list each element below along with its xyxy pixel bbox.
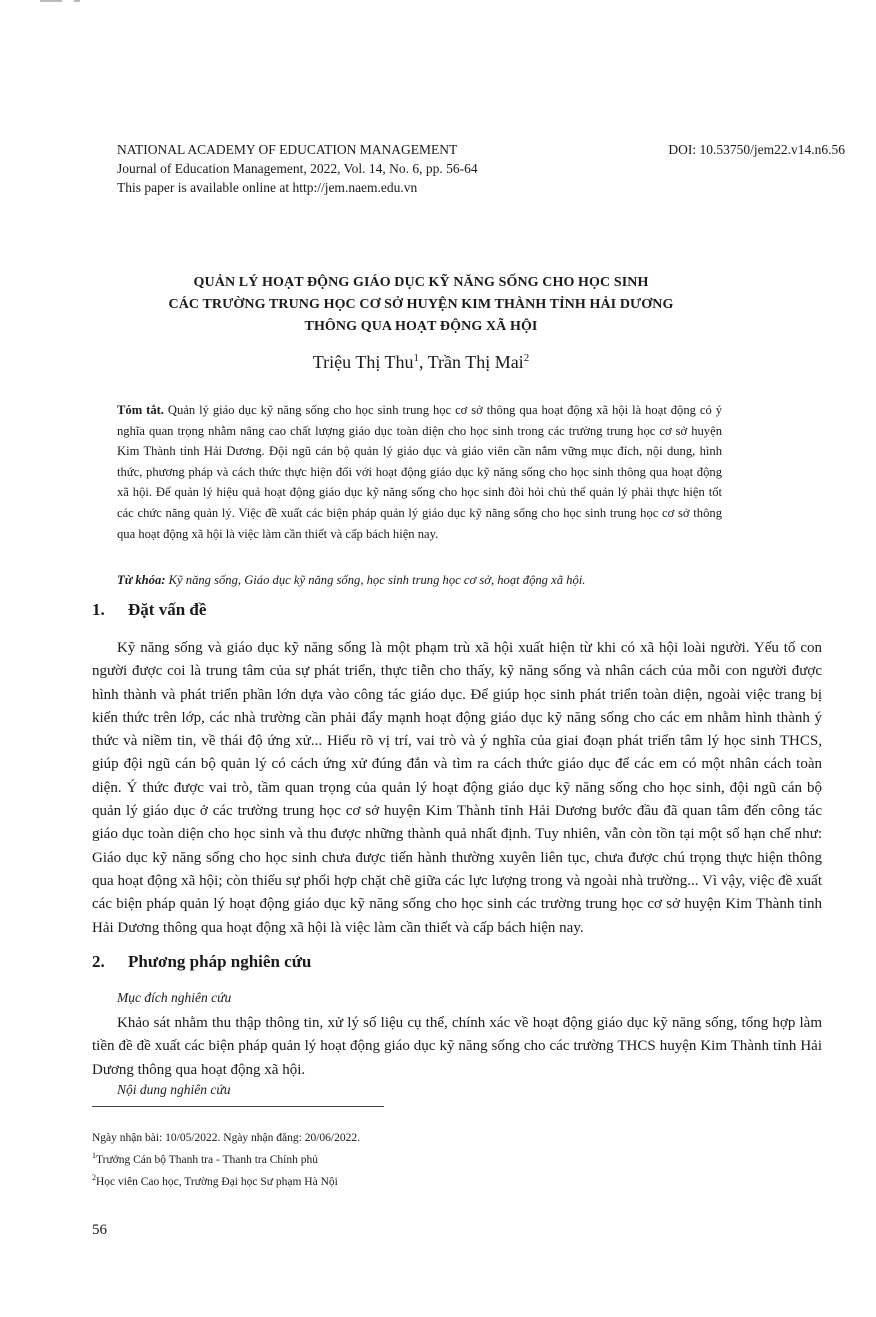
availability-note: This paper is available online at http://jem.naem.edu.vn: [117, 180, 418, 195]
section-body: [92, 637, 822, 940]
footnotes: [92, 1130, 792, 1191]
journal-header: [117, 140, 845, 197]
scan-mark: [40, 0, 90, 6]
footnote-text: Học viên Cao học, Trường Đại học Sư phạm Hà Nội: [96, 1175, 338, 1188]
subsection-heading: Mục đích nghiên cứu: [117, 990, 232, 1005]
footnote-mark: 1: [92, 1151, 96, 1160]
footnote: [92, 1147, 792, 1169]
footnote-mark: 2: [92, 1172, 96, 1182]
publisher-name: NATIONAL ACADEMY OF EDUCATION MANAGEMENT: [117, 142, 458, 157]
received-dates: Ngày nhận bài: 10/05/2022. Ngày nhận đăng: 20/06/2022.: [92, 1132, 360, 1144]
abstract: [117, 400, 722, 544]
section-heading: [92, 952, 311, 972]
doi: DOI: 10.53750/jem22.v14.n6.56: [668, 142, 845, 157]
page-number: 56: [92, 1222, 107, 1238]
section-title: Phương pháp nghiên cứu: [128, 952, 312, 971]
author-name: Triệu Thị Thu: [312, 352, 414, 372]
title-line: CÁC TRƯỜNG TRUNG HỌC CƠ SỞ HUYỆN KIM THÀNH TỈNH HẢI DƯƠNG: [168, 297, 674, 312]
footnote-text: Trưởng Cán bộ Thanh tra - Thanh tra Chính phủ: [96, 1153, 318, 1166]
keywords-text: Kỹ năng sống, Giáo dục kỹ năng sống, học sinh trung học cơ sở, hoạt động xã hội.: [165, 573, 586, 587]
paragraph: Khảo sát nhằm thu thập thông tin, xử lý số liệu cụ thể, chính xác về hoạt động giáo dục kỹ năng sống, tổng hợp làm tiền đề đề xuất các biện pháp quản lý hoạt động giáo dục kỹ năng sống cho các trường THCS huyện Kim Thành tỉnh Hải Dương thông qua hoạt động xã hội.: [92, 1015, 822, 1078]
abstract-label: Tóm tắt.: [117, 403, 164, 417]
keywords-label: Từ khóa:: [117, 573, 166, 587]
section-number: 1.: [92, 600, 105, 619]
author-list: [117, 352, 725, 373]
subsection-heading: Nội dung nghiên cứu: [117, 1082, 231, 1097]
abstract-text: Quản lý giáo dục kỹ năng sống cho học sinh trung học cơ sở thông qua hoạt động xã hội là hoạt động có ý nghĩa quan trọng nhằm nâng cao chất lượng giáo dục toàn diện cho học sinh trong các trường trung học cơ sở huyện Kim Thành tỉnh Hải Dương. Đội ngũ cán bộ quản lý giáo dục và giáo viên cần nắm vững mục đích, nội dung, hình thức, phương pháp và cách thức thực hiện đối với hoạt động giáo dục kỹ năng sống cho học sinh thông qua hoạt động xã hội. Để quản lý hiệu quả hoạt động giáo dục kỹ năng sống cho học sinh đòi hỏi chủ thể quản lý phải thực hiện tốt các chức năng quản lý. Việc đề xuất các biện pháp quản lý giáo dục kỹ năng sống cho học sinh trung học cơ sở thông qua hoạt động xã hội là việc làm cần thiết và cấp bách hiện nay.: [117, 403, 722, 541]
author-separator: ,: [418, 352, 428, 372]
footnote-divider: [92, 1106, 384, 1107]
section-body: [92, 1012, 822, 1082]
keywords: [117, 571, 757, 589]
section-title: Đặt vấn đề: [128, 600, 207, 619]
affiliation-mark: 1: [413, 352, 419, 364]
section-number: 2.: [92, 952, 105, 971]
title-line: THÔNG QUA HOẠT ĐỘNG XÃ HỘI: [304, 319, 538, 334]
affiliation-mark: 2: [523, 352, 530, 364]
paragraph: Kỹ năng sống và giáo dục kỹ năng sống là một phạm trù xã hội xuất hiện từ khi có xã hội loài người. Yếu tố con người được coi là trung tâm của sự phát triển, thực tiễn cho thấy, kỹ năng sống và nhân cách của mỗi con người được hình thành và phát triển phần lớn dựa vào công tác giáo dục. Để giúp học sinh phát triển toàn diện, ngoài việc trang bị kiến thức trên lớp, các nhà trường cần phải đẩy mạnh hoạt động giáo dục kỹ năng sống cho các em nhằm hình thành ý thức và niềm tin, về thái độ ứng xử... Hiểu rõ vị trí, vai trò và ý nghĩa của giai đoạn phát triển tâm lý học sinh THCS, giúp đội ngũ cán bộ quản lý có cách ứng xử đúng đắn và tìm ra cách thức giáo dục để các em có một nhân cách toàn diện. Ý thức được vai trò, tầm quan trọng của quản lý hoạt động giáo dục kỹ năng sống cho học sinh, đội ngũ cán bộ quản lý giáo dục ở các trường trung học cơ sở huyện Kim Thành tỉnh Hải Dương bước đầu đã quan tâm đến công tác giáo dục toàn diện cho học sinh và thu được những thành quả nhất định. Tuy nhiên, vẫn còn tồn tại một số hạn chế như: Giáo dục kỹ năng sống cho học sinh chưa được tiến hành thường xuyên liên tục, chưa được chú trọng thực hiện thông qua hoạt động xã hội; còn thiếu sự phối hợp chặt chẽ giữa các lực lượng trong và ngoài nhà trường... Vì vậy, việc đề xuất các biện pháp quản lý hoạt động giáo dục kỹ năng sống cho học sinh các trường trung học cơ sở huyện Kim Thành tỉnh Hải Dương thông qua hoạt động xã hội là việc làm cần thiết và cấp bách hiện nay.: [92, 640, 822, 936]
author-name: Trần Thị Mai: [427, 352, 524, 372]
section-heading: [92, 600, 206, 620]
journal-citation: Journal of Education Management, 2022, Vol. 14, No. 6, pp. 56-64: [117, 161, 478, 176]
footnote: [92, 1169, 792, 1191]
title-line: QUẢN LÝ HOẠT ĐỘNG GIÁO DỤC KỸ NĂNG SỐNG CHO HỌC SINH: [193, 275, 649, 290]
paper-title: [117, 272, 725, 338]
